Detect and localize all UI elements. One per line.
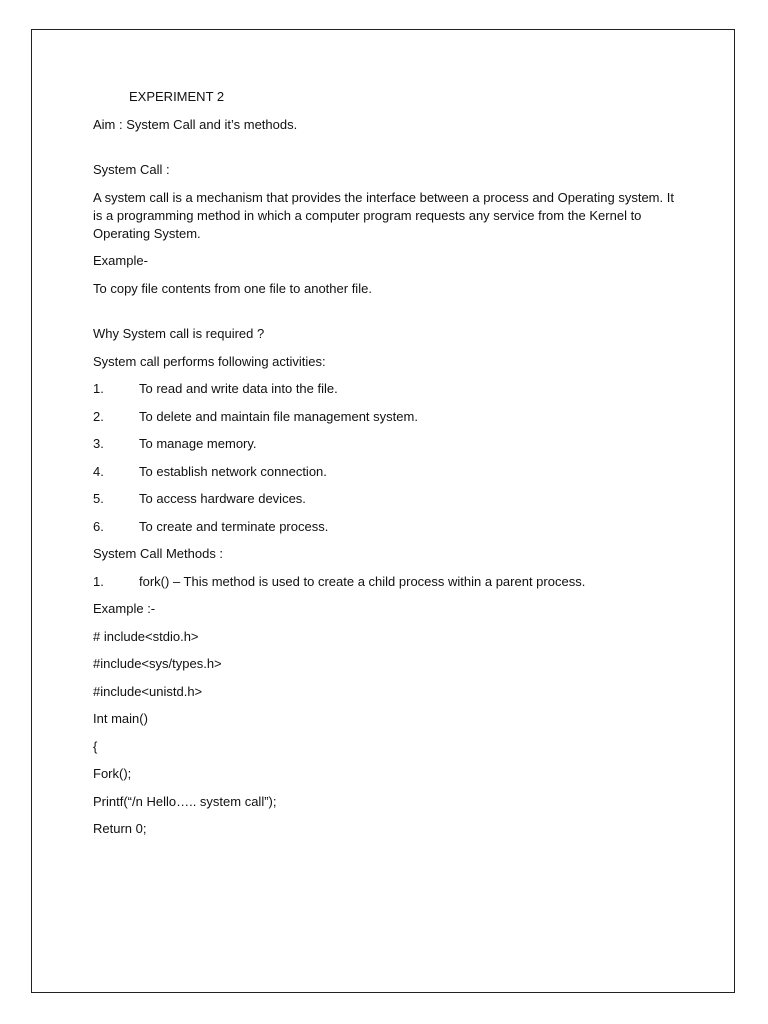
list-text: To create and terminate process.: [139, 518, 329, 534]
system-call-description: A system call is a mechanism that provides the interface between a process and Operating system. It is a programming method in which a computer program requests any service from the Kernel to Operating System.: [93, 189, 674, 241]
list-item: [93, 380, 683, 398]
activities-intro: System call performs following activities:: [93, 353, 326, 369]
activities-list: [93, 380, 683, 536]
example-label: Example-: [93, 253, 148, 268]
example-text: To copy file contents from one file to another file.: [93, 280, 372, 296]
code-line: {: [93, 738, 98, 754]
list-item: [93, 408, 683, 426]
list-number: 4.: [93, 463, 104, 479]
code-line: # include<stdio.h>: [93, 628, 199, 644]
code-line: Fork();: [93, 766, 132, 781]
code-line: Int main(): [93, 711, 148, 726]
list-number: 1.: [93, 573, 104, 589]
document-page: [31, 29, 735, 993]
list-item: [93, 490, 683, 508]
list-number: 6.: [93, 518, 104, 534]
method-item: [93, 573, 683, 591]
code-line: #include<sys/types.h>: [93, 656, 222, 671]
methods-heading: System Call Methods :: [93, 546, 224, 561]
why-heading: Why System call is required ?: [93, 326, 265, 341]
list-number: 1.: [93, 381, 104, 396]
experiment-title: EXPERIMENT 2: [129, 89, 225, 104]
list-text: To read and write data into the file.: [139, 381, 338, 396]
code-line: Printf(“/n Hello….. system call”);: [93, 793, 277, 809]
spacer: [93, 143, 683, 161]
list-text: To delete and maintain file management system.: [139, 408, 418, 424]
aim-line: Aim : System Call and it’s methods.: [93, 116, 298, 132]
list-text: To establish network connection.: [139, 463, 327, 479]
list-number: 5.: [93, 491, 104, 506]
list-item: [93, 518, 683, 536]
list-item: [93, 463, 683, 481]
list-text: To access hardware devices.: [139, 491, 306, 506]
spacer: [93, 307, 683, 325]
code-line: #include<unistd.h>: [93, 683, 203, 699]
code-line: Return 0;: [93, 821, 147, 836]
code-listing: [93, 628, 683, 839]
example2-label: Example :-: [93, 601, 156, 616]
system-call-heading: System Call :: [93, 162, 170, 177]
list-text: To manage memory.: [139, 436, 257, 451]
list-item: [93, 435, 683, 453]
list-number: 3.: [93, 436, 104, 451]
document-content: [93, 88, 683, 848]
list-number: 2.: [93, 408, 104, 424]
method-text: fork() – This method is used to create a child process within a parent process.: [139, 573, 586, 589]
